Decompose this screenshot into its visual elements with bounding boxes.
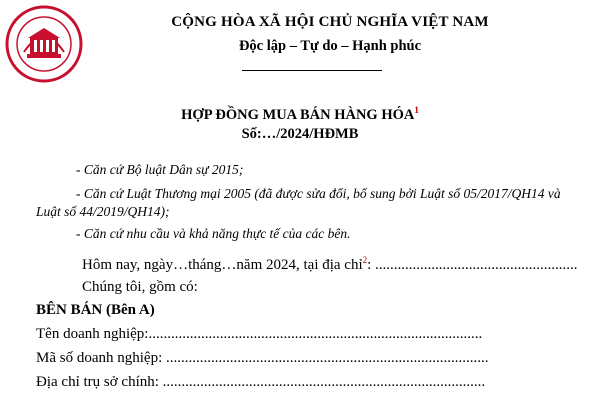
- footnote-marker: 1: [414, 105, 419, 115]
- basis-line: [36, 224, 576, 244]
- document-header: [0, 14, 600, 71]
- basis-line: [36, 202, 576, 222]
- company-code-field: Mã số doanh nghiệp: ......................................................................................: [36, 350, 489, 366]
- national-title: CỘNG HÒA XÃ HỘI CHỦ NGHĨA VIỆT NAM: [171, 14, 489, 30]
- footnote-marker: 2: [362, 255, 368, 265]
- date-location-line: [82, 255, 578, 274]
- parties-intro: Chúng tôi, gồm có:: [82, 279, 198, 295]
- head-office-address-field: Địa chỉ trụ sở chính: ......................................................................................: [36, 374, 486, 390]
- national-motto: Độc lập – Tự do – Hạnh phúc: [238, 38, 422, 54]
- basis-text: - Căn cứ Luật Thương mại 2005 (đã được sửa đổi, bổ sung bởi Luật số 05/2017/QH14 và: [76, 186, 561, 201]
- contract-title-text: HỢP ĐỒNG MUA BÁN HÀNG HÓA: [181, 106, 415, 123]
- basis-text: Luật số 44/2019/QH14);: [36, 204, 170, 219]
- header-divider: [242, 70, 382, 71]
- contract-title: [0, 105, 600, 124]
- basis-text: - Căn cứ Bộ luật Dân sự 2015;: [76, 162, 244, 177]
- date-location-text: Hôm nay, ngày…tháng…năm 2024, tại địa chỉ: [82, 257, 363, 273]
- basis-line: [36, 184, 576, 204]
- company-name-field: Tên doanh nghiệp:.........................................................................................: [36, 326, 483, 342]
- contract-number: Số:…/2024/HĐMB: [241, 126, 359, 142]
- seller-heading: BÊN BÁN (Bên A): [36, 302, 155, 318]
- date-location-fill: : ......................................................: [367, 257, 578, 273]
- basis-text: - Căn cứ nhu cầu và khả năng thực tế của các bên.: [76, 226, 351, 241]
- basis-line: [36, 160, 576, 180]
